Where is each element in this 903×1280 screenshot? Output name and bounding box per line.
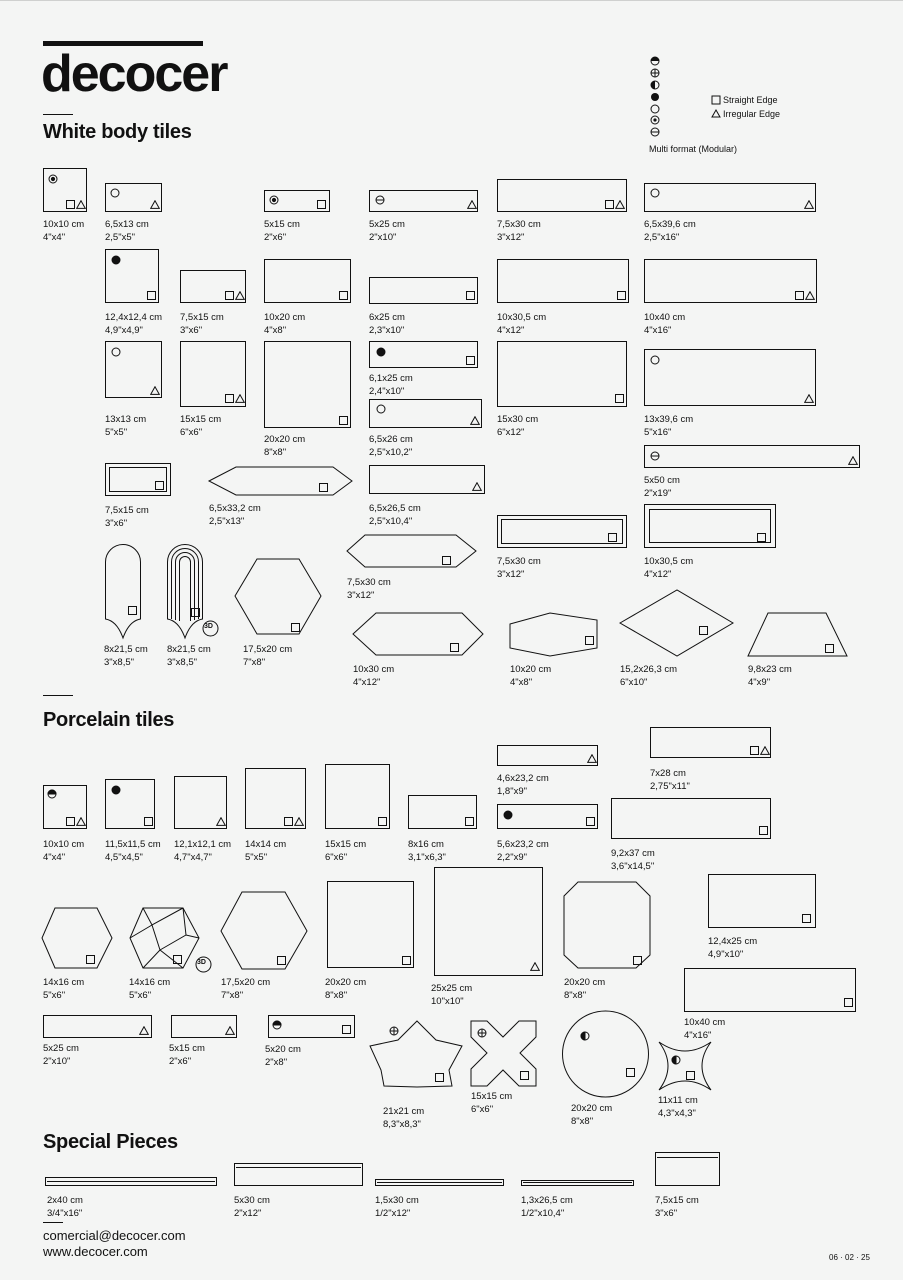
tile-label: [169, 1042, 205, 1068]
porc-star-21x21: [370, 1021, 462, 1087]
tile-size-inch: 3"x8,5": [167, 657, 197, 668]
section-title-white-body: White body tiles: [43, 121, 192, 143]
tile-size-inch: 3"x6": [180, 325, 203, 336]
tile-size-cm: 17,5x20 cm: [243, 644, 293, 655]
porc-7x28: [651, 728, 771, 758]
tile-label: [167, 643, 211, 669]
tile-size-cm: 2x40 cm: [47, 1195, 83, 1206]
tile-10x20: [265, 260, 351, 303]
tile-7-5x15-bevel: [106, 464, 171, 496]
tile-size-cm: 12,4x25 cm: [708, 936, 758, 947]
tile-size-inch: 6"x10": [620, 677, 648, 688]
tile-label: [620, 663, 677, 689]
tile-size-cm: 1,5x30 cm: [375, 1195, 419, 1206]
tile-size-cm: 5x25 cm: [43, 1043, 79, 1054]
footer-rule: [43, 1222, 63, 1223]
tile-size-cm: 21x21 cm: [383, 1106, 425, 1117]
tile-picket-7-5x30: [347, 535, 476, 567]
tile-size-cm: 5x50 cm: [644, 475, 680, 486]
open-circle-icon: [651, 189, 659, 197]
tile-size-inch: 3"x12": [497, 569, 525, 580]
tile-size-cm: 7,5x15 cm: [105, 505, 149, 516]
tile-size-cm: 6,5x39,6 cm: [644, 219, 696, 230]
tile-size-inch: 2,5"x5": [105, 232, 135, 243]
tile-label: [471, 1090, 512, 1116]
footer-website[interactable]: www.decocer.com: [43, 1244, 148, 1259]
porc-4-6x23-2: [498, 746, 598, 766]
tile-trapezoid-9-8x23: [748, 613, 847, 656]
tile-size-inch: 4"x16": [684, 1030, 712, 1041]
legend-straight-edge: Straight Edge: [723, 95, 778, 105]
porc-5x20: [269, 1016, 355, 1038]
minus-circle-icon: [651, 452, 659, 460]
porc-8x16: [409, 796, 477, 829]
tile-size-cm: 12,4x12,4 cm: [105, 312, 163, 323]
tile-label: [748, 663, 792, 689]
tile-label: [644, 218, 696, 244]
tile-label: [129, 976, 170, 1002]
tile-label: [611, 847, 655, 873]
tile-label: [644, 474, 680, 500]
tile-15x15: [181, 342, 246, 407]
tile-size-inch: 5"x6": [129, 990, 152, 1001]
tile-size-inch: 2"x6": [169, 1056, 192, 1067]
tile-label: [644, 555, 693, 581]
tile-label: [43, 218, 84, 244]
tile-size-inch: 3"x6": [655, 1208, 678, 1219]
tile-size-cm: 8x16 cm: [408, 839, 444, 850]
tile-10x40: [645, 260, 817, 303]
tile-label: [369, 372, 413, 398]
tile-6x25: [370, 278, 478, 304]
tile-label: [497, 413, 538, 439]
tile-size-inch: 2,3"x10": [369, 325, 405, 336]
tile-size-inch: 2,5"x10,4": [369, 516, 413, 527]
tile-label: [655, 1194, 699, 1220]
tile-size-inch: 10"x10": [431, 996, 464, 1007]
tile-size-cm: 7,5x15 cm: [180, 312, 224, 323]
tile-label: [353, 663, 394, 689]
tile-size-inch: 2,5"x16": [644, 232, 680, 243]
tile-label: [243, 643, 292, 669]
tile-size-cm: 6x25 cm: [369, 312, 405, 323]
tile-size-inch: 2,5"x13": [209, 516, 245, 527]
tile-size-inch: 8"x8": [571, 1116, 594, 1127]
tile-hexagon-17-5x20: [235, 559, 321, 634]
tile-label: [431, 982, 472, 1008]
tile-size-cm: 5x15 cm: [264, 219, 300, 230]
tile-size-inch: 4"x4": [43, 232, 66, 243]
half-filled-circle-icon: [48, 790, 56, 798]
tile-label: [521, 1194, 573, 1220]
tile-size-inch: 5"x6": [43, 990, 66, 1001]
tile-15x30: [498, 342, 627, 407]
tile-size-inch: 2,2"x9": [497, 852, 527, 863]
tile-label: [497, 772, 549, 798]
badge-3d: 3D: [197, 959, 206, 966]
tile-6-5x26: [370, 400, 482, 428]
filled-circle-icon: [377, 348, 385, 356]
tile-size-cm: 4,6x23,2 cm: [497, 773, 549, 784]
tile-label: [564, 976, 605, 1002]
tile-size-cm: 9,8x23 cm: [748, 664, 792, 675]
tile-size-inch: 4"x4": [43, 852, 66, 863]
tile-size-inch: 2"x6": [264, 232, 287, 243]
porc-10x40: [685, 969, 856, 1012]
tile-size-cm: 20x20 cm: [564, 977, 606, 988]
tile-size-inch: 2"x10": [43, 1056, 71, 1067]
tile-size-inch: 3"x12": [497, 232, 525, 243]
tile-10x30-5: [498, 260, 629, 303]
porc-concave-11x11: [659, 1042, 711, 1090]
tile-size-inch: 2,75"x11": [650, 781, 690, 792]
tile-size-cm: 11x11 cm: [658, 1095, 698, 1106]
filled-circle-icon: [504, 811, 512, 819]
footer-email[interactable]: comercial@decocer.com: [43, 1228, 186, 1243]
porc-15x15: [326, 765, 390, 829]
tile-label: [174, 838, 231, 864]
porc-5x25: [44, 1016, 152, 1038]
tile-size-cm: 6,1x25 cm: [369, 373, 413, 384]
tile-size-cm: 9,2x37 cm: [611, 848, 655, 859]
porc-round-20x20: [563, 1011, 649, 1097]
tile-label: [497, 218, 541, 244]
tile-size-cm: 17,5x20 cm: [221, 977, 271, 988]
tile-size-inch: 6"x6": [471, 1104, 494, 1115]
tile-label: [571, 1102, 612, 1128]
tile-6-1x25: [370, 342, 478, 368]
tile-size-inch: 1,8"x9": [497, 786, 527, 797]
open-circle-icon: [112, 348, 120, 356]
tile-size-inch: 4"x8": [510, 677, 533, 688]
porc-12-1x12-1: [175, 777, 227, 829]
tile-size-inch: 2"x10": [369, 232, 397, 243]
crossed-circle-icon: [478, 1029, 486, 1037]
tile-label: [497, 838, 549, 864]
tile-size-inch: 4,7"x4,7": [174, 852, 212, 863]
tile-size-cm: 5x25 cm: [369, 219, 405, 230]
tile-label: [369, 433, 413, 459]
porc-hex-17-5x20: [221, 892, 307, 969]
tile-7-5x30: [498, 180, 627, 212]
tile-arch-3d-8x21-5: [168, 545, 203, 639]
tile-label: [658, 1094, 698, 1120]
tile-size-inch: 5"x16": [644, 427, 672, 438]
tile-size-inch: 3,1"x6,3": [408, 852, 446, 863]
tile-label: [104, 643, 148, 669]
tile-6-5x26-5: [370, 466, 485, 494]
open-circle-icon: [651, 356, 659, 364]
tile-size-cm: 10x40 cm: [684, 1017, 726, 1028]
tile-label: [369, 218, 405, 244]
tile-size-inch: 4,5"x4,5": [105, 852, 143, 863]
tile-label: [650, 767, 690, 793]
half-circle-icon: [581, 1032, 589, 1040]
tile-label: [105, 413, 146, 439]
tile-label: [264, 433, 305, 459]
tile-size-inch: 6"x6": [325, 852, 348, 863]
tile-size-inch: 8"x8": [564, 990, 587, 1001]
section-title-porcelain: Porcelain tiles: [43, 709, 175, 731]
tile-size-cm: 15x30 cm: [497, 414, 539, 425]
tile-size-inch: 2"x8": [265, 1057, 288, 1068]
tile-label: [43, 838, 84, 864]
tile-size-cm: 15,2x26,3 cm: [620, 664, 678, 675]
tile-size-cm: 20x20 cm: [571, 1103, 613, 1114]
tile-size-cm: 11,5x11,5 cm: [105, 839, 161, 850]
tile-7-5x30-bevel: [498, 516, 627, 548]
tile-size-inch: 3"x6": [105, 518, 128, 529]
tile-size-inch: 5"x5": [245, 852, 268, 863]
tile-arch-8x21-5: [106, 545, 141, 638]
tile-label: [264, 218, 300, 244]
tile-size-inch: 4"x12": [644, 569, 672, 580]
tile-size-inch: 7"x8": [243, 657, 266, 668]
tile-size-cm: 15x15 cm: [471, 1091, 513, 1102]
tile-label: [105, 311, 162, 337]
tile-6-5x39-6: [645, 184, 816, 212]
tile-size-cm: 20x20 cm: [264, 434, 306, 445]
special-5x30: [235, 1164, 363, 1186]
tile-size-cm: 6,5x13 cm: [105, 219, 149, 230]
tile-size-cm: 25x25 cm: [431, 983, 473, 994]
tile-label: [265, 1043, 301, 1069]
tile-size-inch: 7"x8": [221, 990, 244, 1001]
tile-size-cm: 6,5x26,5 cm: [369, 503, 421, 514]
tile-label: [347, 576, 391, 602]
tile-size-inch: 4,3"x4,3": [658, 1108, 696, 1119]
tile-size-cm: 8x21,5 cm: [167, 644, 211, 655]
tile-label: [369, 311, 405, 337]
dot-circle-icon: [270, 196, 278, 204]
tile-20x20: [265, 342, 351, 428]
tile-size-cm: 13x39,6 cm: [644, 414, 694, 425]
tile-label: [644, 413, 693, 439]
tile-size-inch: 1/2"x12": [375, 1208, 411, 1219]
tile-size-cm: 14x16 cm: [129, 977, 171, 988]
tile-label: [375, 1194, 419, 1220]
legend-multi-format: Multi format (Modular): [649, 144, 738, 154]
porc-octagon-20x20: [564, 882, 650, 968]
brand-logo: decocer: [41, 45, 227, 103]
dot-circle-icon: [49, 175, 57, 183]
tile-size-cm: 10x10 cm: [43, 219, 85, 230]
half-circle-icon: [672, 1056, 680, 1064]
minus-circle-icon: [376, 196, 384, 204]
footer-date: 06 · 02 · 25: [829, 1253, 870, 1262]
tile-label: [105, 504, 149, 530]
tile-size-cm: 13x13 cm: [105, 414, 147, 425]
porc-20x20: [328, 882, 414, 968]
tile-label: [408, 838, 446, 864]
tile-size-cm: 7,5x30 cm: [497, 219, 541, 230]
tile-size-inch: 8,3"x8,3": [383, 1119, 421, 1130]
tile-label: [383, 1105, 424, 1131]
porc-cross-15x15: [471, 1021, 536, 1086]
tile-label: [497, 311, 546, 337]
tile-size-cm: 5x20 cm: [265, 1044, 301, 1055]
tile-7-5x15: [181, 271, 246, 303]
legend-irregular-edge: Irregular Edge: [723, 109, 781, 119]
tile-hex-10x20: [510, 613, 597, 656]
tile-rhombus-15-2x26-3: [620, 590, 733, 656]
porc-12-4x25: [709, 875, 816, 928]
tile-size-inch: 2,5"x10,2": [369, 447, 413, 458]
tile-label: [234, 1194, 270, 1220]
tile-5x50: [645, 446, 860, 468]
tile-size-inch: 3"x8,5": [104, 657, 134, 668]
tile-size-inch: 4"x9": [748, 677, 771, 688]
tile-size-cm: 5x15 cm: [169, 1043, 205, 1054]
tile-label: [644, 311, 685, 337]
tile-size-cm: 6,5x26 cm: [369, 434, 413, 445]
tile-size-inch: 4,9"x4,9": [105, 325, 143, 336]
tile-label: [43, 976, 84, 1002]
tile-size-cm: 10x20 cm: [264, 312, 306, 323]
porc-14x14: [246, 769, 306, 829]
tile-label: [43, 1042, 79, 1068]
open-circle-icon: [377, 405, 385, 413]
tile-label: [497, 555, 541, 581]
tile-size-inch: 2"x19": [644, 488, 672, 499]
tile-picket-6-5x33-2: [209, 467, 352, 495]
tile-size-cm: 7,5x30 cm: [347, 577, 391, 588]
tile-size-inch: 2"x12": [234, 1208, 262, 1219]
tile-5x25: [370, 191, 478, 212]
tile-size-inch: 3,6"x14,5": [611, 861, 655, 872]
tile-size-inch: 6"x12": [497, 427, 525, 438]
filled-circle-icon: [112, 786, 120, 794]
tile-size-cm: 7x28 cm: [650, 768, 686, 779]
tile-13x39-6: [645, 350, 816, 406]
half-filled-circle-icon: [273, 1021, 281, 1029]
tile-size-inch: 3/4"x16": [47, 1208, 83, 1219]
tile-label: [47, 1194, 83, 1220]
tile-label: [209, 502, 261, 528]
tile-label: [221, 976, 270, 1002]
tile-size-inch: 4"x16": [644, 325, 672, 336]
tile-10x30-5-bevel: [645, 505, 776, 548]
tile-size-cm: 1,3x26,5 cm: [521, 1195, 573, 1206]
tile-label: [245, 838, 286, 864]
porc-hex-3d-14x16: [130, 908, 199, 968]
tile-10x10: [44, 169, 87, 212]
tile-size-cm: 8x21,5 cm: [104, 644, 148, 655]
tile-size-inch: 8"x8": [325, 990, 348, 1001]
section-title-special-pieces: Special Pieces: [43, 1131, 178, 1153]
filled-circle-icon: [112, 256, 120, 264]
tile-size-cm: 20x20 cm: [325, 977, 367, 988]
tile-label: [369, 502, 421, 528]
tile-size-cm: 10x40 cm: [644, 312, 686, 323]
porc-5-6x23-2: [498, 805, 598, 829]
tile-size-inch: 5"x5": [105, 427, 128, 438]
tile-size-cm: 10x20 cm: [510, 664, 552, 675]
badge-3d: 3D: [204, 623, 213, 630]
tile-size-cm: 5x30 cm: [234, 1195, 270, 1206]
tile-size-inch: 4"x8": [264, 325, 287, 336]
tile-6-5x13: [106, 184, 162, 212]
tile-size-inch: 4,9"x10": [708, 949, 744, 960]
tile-label: [684, 1016, 725, 1042]
tile-size-inch: 2,4"x10": [369, 386, 405, 397]
tile-picket-10x30: [353, 613, 483, 655]
tile-size-cm: 12,1x12,1 cm: [174, 839, 232, 850]
crossed-circle-icon: [390, 1027, 398, 1035]
tile-size-cm: 15x15 cm: [325, 839, 367, 850]
tile-size-cm: 10x30,5 cm: [644, 556, 694, 567]
tile-label: [105, 218, 149, 244]
tile-label: [105, 838, 161, 864]
tile-size-inch: 3"x12": [347, 590, 375, 601]
tile-size-inch: 8"x8": [264, 447, 287, 458]
tile-size-cm: 15x15 cm: [180, 414, 222, 425]
tile-size-cm: 7,5x30 cm: [497, 556, 541, 567]
tile-size-cm: 5,6x23,2 cm: [497, 839, 549, 850]
porc-9-2x37: [612, 799, 771, 839]
tile-size-cm: 6,5x33,2 cm: [209, 503, 261, 514]
tile-size-cm: 10x30 cm: [353, 664, 395, 675]
tile-label: [264, 311, 305, 337]
tile-size-cm: 10x10 cm: [43, 839, 85, 850]
tile-label: [325, 838, 366, 864]
tile-label: [180, 311, 224, 337]
tile-size-cm: 14x16 cm: [43, 977, 85, 988]
tile-size-inch: 6"x6": [180, 427, 203, 438]
tile-label: [180, 413, 221, 439]
tile-label: [325, 976, 366, 1002]
tile-size-cm: 14x14 cm: [245, 839, 287, 850]
porc-25x25: [435, 868, 543, 976]
tile-label: [510, 663, 551, 689]
tile-size-inch: 4"x12": [353, 677, 381, 688]
tile-size-inch: 4"x12": [497, 325, 525, 336]
tile-label: [708, 935, 757, 961]
tile-size-inch: 1/2"x10,4": [521, 1208, 565, 1219]
tile-size-cm: 10x30,5 cm: [497, 312, 547, 323]
tile-size-cm: 7,5x15 cm: [655, 1195, 699, 1206]
porc-hex-14x16: [42, 908, 112, 968]
open-circle-icon: [111, 189, 119, 197]
